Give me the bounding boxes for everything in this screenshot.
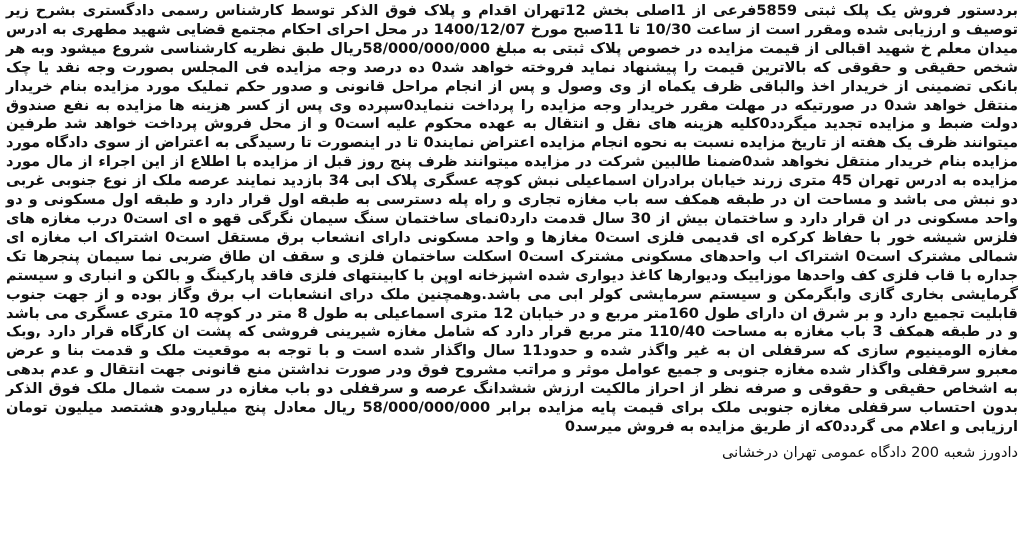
notice-body-text: بردستور فروش یک پلک ثبتی 5859فرعی از 1اصلی بخش 12تهران اقدام و پلاک فوق الذکر توسط کارشناس رسمی دادگستری بشرح زیر توصیف و ارزیابی شده ومقرر است از ساعت 10/30 تا 11صبح مورخ 1400/12/07 در محل احرای احکام مجتمع قضایی شهید مطهری به ادرس میدان معلم خ شهید اقبالی از قیمت مزایده در خصوص پلاک ثبتی به مبلغ 58/000/000/000ریال طبق نظریه کارشناسی شروع میشود وبه هر شخص حقیقی و حقوقی که بالاترین قیمت را پیشنهاد نماید فروخته خواهد شد0 ده درصد وجه مزایده فی المجلس بصورت وجه نقد یا چک بانکی تضمینی از خریدار اخذ والباقی ظرف یکماه از وی وصول و پس از انجام مراحل قانونی و صدور حکم تملیک مورد مزایده بنام خریدار منتقل خواهد شد0 در صورتیکه در مهلت مقرر خریدار وجه مزایده را پرداخت ننماید0سپرده وی پس از کسر هزینه ها مزایده به نفع صندوق دولت ضبط و مزایده تجدید میگردد0کلیه هزینه های نقل و انتقال به عهده محکوم علیه است0 و از محل فروش پرداخت خواهد شد طرفین میتوانند ظرف یک هفته از تاریخ مزایده نسبت به نحوه انجام مزایده اعتراض نمایند0 تا در اینصورت تا رسیدگی به اعتراض از سوی دادگاه مورد مزایده بنام خریدار منتقل نخواهد شد0ضمنا طالبین شرکت در مزایده میتوانند ظرف پنج روز قبل از مزایده با اطلاع از این اجراء از مال مورد مزایده به ادرس تهران 45 متری زرند خیابان برادران اسماعیلی نبش کوچه عسگری پلاک ابی 34 بازدید نمایند عرصه ملک از نوع جنوبی غربی دو نبش می باشد و مساحت ان در طبقه همکف سه باب مغازه تجاری و راه پله دسترسی به طبقه اول قرار دارد و طبقه اول مسکونی و دو واحد مسکونی در ان قرار دارد و ساختمان بیش از 30 سال قدمت دارد0نمای ساختمان سنگ سیمان نگرگی قهو ه ای است0 درب مغازه های فلزس شیشه خور با حفاظ کرکره ای قدیمی فلزی است0 مغازها و واحد مسکونی دارای انشعاب برق مستقل است0 اشتراک اب مغازه ای شمالی مشترک است0 اشتراک اب واحدهای مسکونی مشترک است0 اسکلت ساختمان فلزی و سقف ان طاق ضربی نما سیمان پنجرها تک جداره با قاب فلزی کف واحدها موزاییک ودیوارها کاغذ دیواری شده اشپزخانه اوپن با کابینتهای فلزی فاقد پارکینگ و بالکن و انباری و سیستم گرمایشی بخاری گازی وابگرمکن و سیستم سرمایشی کولر ابی می باشد.وهمچنین ملک درای انشعابات اب برق وگاز بوده و از جهت جنوب قابلیت تجمیع دارد و بر شرق ان دارای طول 160متر مربع و در خیابان 12 متری اسماعیلی به طول 8 متر در کوچه 10 متری عسگری می باشد و در طبقه همکف 3 باب مغازه به مساحت 110/40 متر مربع قرار دارد که شامل مغازه شیرینی فروشی که پشت ان کارگاه قرار دارد ,وبک مغازه الومینیوم سازی که سرقفلی ان به غیر واگذر شده و حدود11 سال واگذار شده است و با توجه به موقعیت ملک و قدمت بنا و عرض معبرو سرقفلی واگذار شده مغازه جنوبی و جمیع عوامل موثر و مراتب مشروح فوق ودر صورت نداشتن منع قانونی جهت انتقال و عدم بدهی به اشخاص حقیقی و حقوقی و صرفه نظر از احراز مالکیت ارزش ششدانگ عرصه و سرقفلی دو باب مغازه در سمت شمال ملک فوق الذکر بدون احتساب سرقفلی مغازه جنوبی ملک برای قیمت پایه مزایده برابر 58/000/000/000 ریال معادل پنج میلیارودو هشتصد میلیون تومان ارزیابی و اعلام می گردد0که از طریق مزایده به فروش میرسد0 [6,2,1019,435]
auction-notice [6,2,1018,477]
notice-signature: دادورز شعبه 200 دادگاه عمومی تهران درخشانی [721,443,1018,461]
